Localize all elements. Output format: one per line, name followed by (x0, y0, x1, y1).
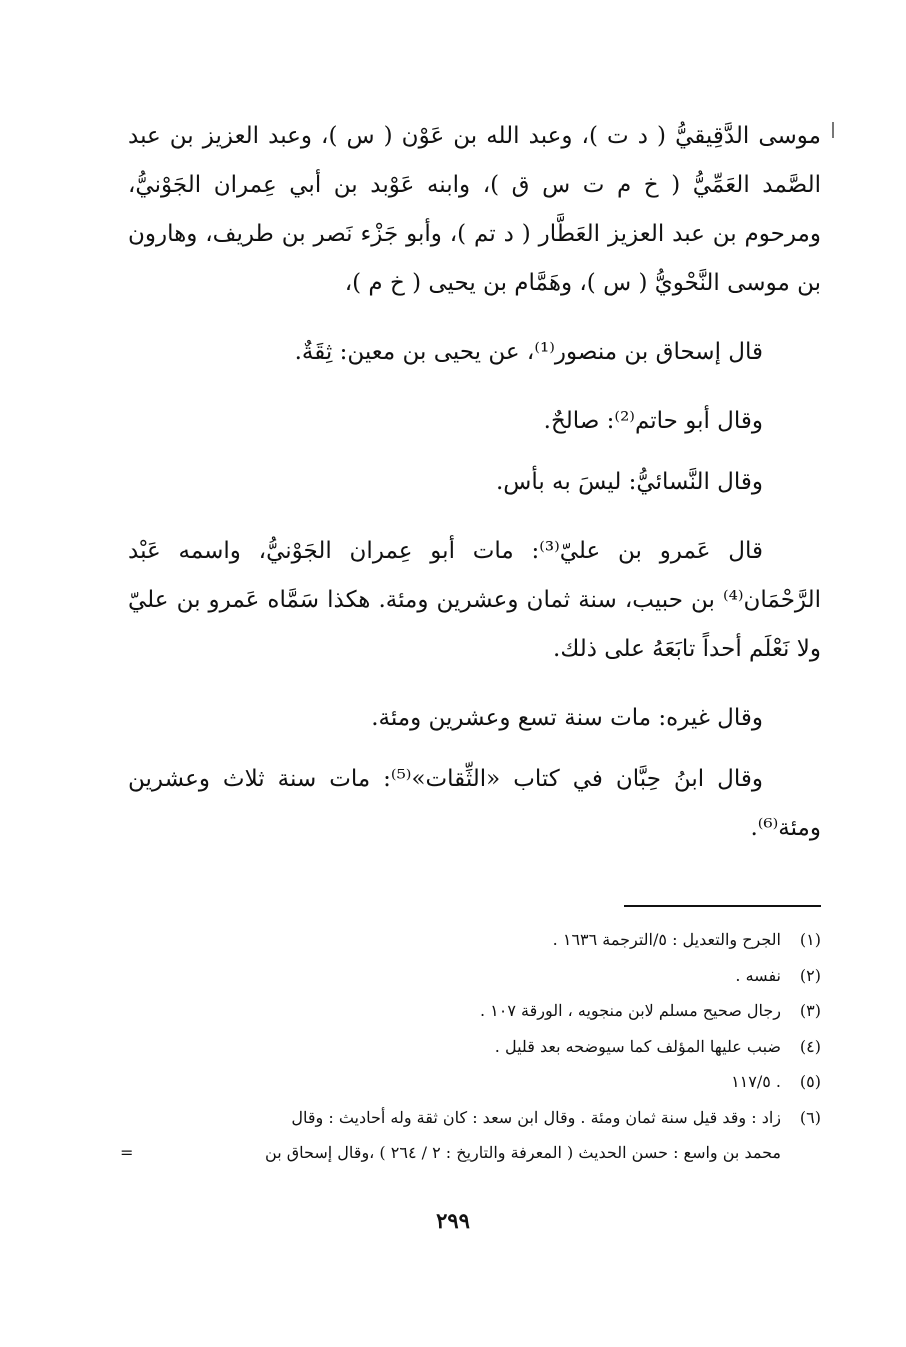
footnote-1 (120, 922, 821, 958)
main-text (128, 112, 821, 853)
margin-mark (832, 122, 834, 138)
footnote-text: ضبب عليها المؤلف كما سيوضحه بعد قليل . (494, 1036, 781, 1056)
footnote-number: (١) (799, 930, 821, 949)
footnote-continuation-text: محمد بن واسع : حسن الحديث ( المعرفة والتاريخ : ٢ / ٢٦٤ ) ،وقال إسحاق بن (265, 1143, 781, 1162)
footnotes (120, 922, 821, 1171)
other-quote: وقال غيره: مات سنة تسع وعشرين ومئة. (371, 705, 763, 731)
footnote-divider (624, 905, 821, 907)
ibn-hibban-quote: وقال ابنُ حِبَّان في كتاب «الثِّقات»⁽⁵⁾: مات سنة ثلاث وعشرين ومئة⁽⁶⁾. (128, 766, 821, 841)
footnote-text: نفسه . (735, 965, 781, 985)
footnote-number: (٢) (799, 965, 821, 985)
footnote-6-continuation (120, 1135, 821, 1171)
ishaq-quote: قال إسحاق بن منصور⁽¹⁾، عن يحيى بن معين: ثِقَةٌ. (294, 339, 763, 365)
footnote-6 (120, 1100, 821, 1136)
footnote-number: (٥) (799, 1072, 821, 1091)
footnote-3 (120, 993, 821, 1029)
abu-hatim-quote: وقال أبو حاتم⁽²⁾: صالحٌ. (543, 408, 763, 434)
footnote-5 (120, 1064, 821, 1100)
footnote-text: زاد : وقد قيل سنة ثمان ومئة . وقال ابن سعد : كان ثقة وله أحاديث : وقال (291, 1107, 781, 1127)
footnote-number: (٤) (799, 1036, 821, 1056)
page-number: ٢٩٩ (436, 1208, 470, 1233)
continuation-mark: = (120, 1143, 134, 1162)
footnote-4 (120, 1029, 821, 1065)
footnote-number: (٣) (799, 1001, 821, 1020)
footnote-text: الجرح والتعديل : ٥/الترجمة ١٦٣٦ . (552, 930, 781, 949)
footnote-text: . ١١٧/٥ (731, 1072, 781, 1091)
footnote-2 (120, 958, 821, 994)
amr-quote: قال عَمرو بن عليّ⁽³⁾: مات أبو عِمران الجَوْنيُّ، واسمه عَبْد الرَّحْمَان⁽⁴⁾ بن حبيب، سنة ثمان وعشرين ومئة. هكذا سَمَّاه عَمرو بن عليّ ولا نَعْلَم أحداً تابَعَهُ على ذلك. (128, 538, 821, 662)
footnote-number: (٦) (799, 1107, 821, 1127)
footnote-text: رجال صحيح مسلم لابن منجويه ، الورقة ١٠٧ . (479, 1001, 781, 1020)
nasai-quote: وقال النَّسائيُّ: ليسَ به بأس. (495, 469, 763, 495)
intro-paragraph: موسى الدَّقِيقيُّ ( د ت )، وعبد الله بن عَوْن ( س )، وعبد العزيز بن عبد الصَّمد العَمِّيُّ ( خ م ت س ق )، وابنه عَوْبد بن أبي عِمران الجَوْنيُّ، ومرحوم بن عبد العزيز العَطَّار ( د تم )، وأبو جَزْء نَصر بن طريف، وهارون بن موسى النَّحْويُّ ( س )، وهَمَّام بن يحيى ( خ م )، (128, 123, 821, 296)
